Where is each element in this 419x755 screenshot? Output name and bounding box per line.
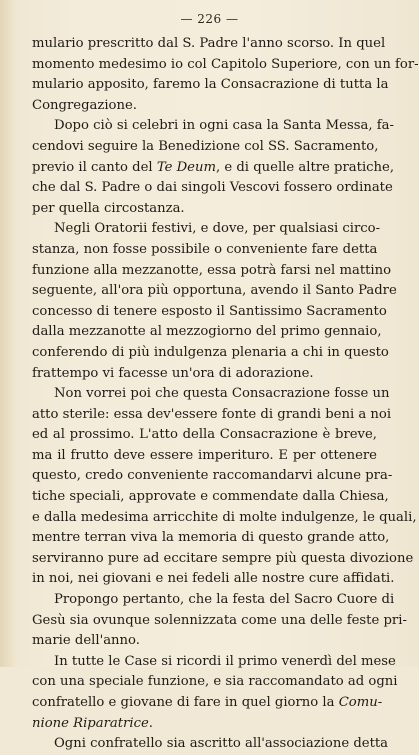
text-line: Gesù sia ovunque solennizzata come una delle feste pri-: [32, 612, 407, 628]
italic-term: Comu-: [338, 695, 383, 710]
italic-term: nione Riparatrice: [32, 715, 149, 731]
text-line: serviranno pure ad eccitare sempre più questa divozione: [32, 550, 414, 566]
paragraph-start-line: Ogni confratello sia ascritto all'associazione detta: [54, 736, 389, 752]
text-line: in noi, nei giovani e nei fedeli alle nostre cure affidati.: [32, 571, 395, 587]
text-segment: .: [148, 715, 153, 731]
text-segment: previo il canto del: [32, 159, 157, 175]
text-line: concesso di tenere esposto il Santissimo Sacramento: [32, 303, 387, 319]
text-line: Congregazione.: [32, 97, 137, 113]
text-line: ma il frutto deve essere imperituro. E per ottenere: [32, 447, 377, 463]
text-line: per quella circostanza.: [32, 200, 185, 216]
paragraph-start-line: Negli Oratorii festivi, e dove, per qualsiasi circo-: [54, 221, 381, 237]
text-line-with-italic: [32, 693, 383, 714]
text-line: momento medesimo io col Capitolo Superiore, con un for-: [32, 56, 419, 72]
paragraph-start-line: Dopo ciò si celebri in ogni casa la Santa Messa, fa-: [54, 118, 394, 134]
text-line: funzione alla mezzanotte, essa potrà farsi nel mattino: [32, 262, 392, 278]
body-text: [32, 34, 419, 755]
text-line: dalla mezzanotte al mezzogiorno del primo gennaio,: [32, 324, 382, 340]
text-line: con una speciale funzione, e sia raccomandato ad ogni: [32, 674, 398, 690]
text-line: e dalla medesima arricchite di molte indulgenze, le quali,: [32, 509, 417, 525]
text-line: questo, credo conveniente raccomandarvi alcune pra-: [32, 468, 393, 484]
page-number: — 226 —: [180, 12, 239, 26]
text-segment: confratello e giovane di fare in quel giorno la: [32, 695, 339, 710]
paragraph-start-line: Propongo pertanto, che la festa del Sacro Cuore di: [54, 592, 395, 608]
text-segment: , e di quelle altre pratiche,: [215, 159, 395, 175]
text-line: ed al prossimo. L'atto della Consacrazione è breve,: [32, 427, 377, 443]
text-line: frattempo vi facesse un'ora di adorazione.: [32, 365, 314, 381]
paragraph-start-line: In tutte le Case si ricordi il primo venerdì del mese: [54, 653, 396, 669]
text-line: mulario prescritto dal S. Padre l'anno scorso. In quel: [32, 36, 386, 51]
text-line: tiche speciali, approvate e commendate dalla Chiesa,: [32, 489, 389, 505]
text-line: seguente, all'ora più opportuna, avendo il Santo Padre: [32, 283, 397, 299]
text-line-with-italic: [32, 714, 377, 735]
text-line: mulario apposito, faremo la Consacrazione di tutta la: [32, 77, 389, 93]
text-line: che dal S. Padre o dai singoli Vescovi fossero ordinate: [32, 180, 393, 196]
text-line: cendovi seguire la Benedizione col SS. Sacramento,: [32, 138, 379, 154]
text-line: conferendo di più indulgenza plenaria a chi in questo: [32, 344, 389, 360]
text-line: marie dell'anno.: [32, 633, 140, 649]
italic-title: Te Deum: [156, 159, 216, 175]
text-line: atto sterile: essa dev'essere fonte di grandi beni a noi: [32, 406, 392, 422]
paragraph-start-line: Non vorrei poi che questa Consacrazione fosse un: [54, 386, 390, 402]
text-line: mentre terran viva la memoria di questo grande atto,: [32, 530, 390, 546]
text-line: stanza, non fosse possibile o conveniente fare detta: [32, 241, 378, 257]
text-line-with-italic: [32, 158, 395, 179]
page-binding-shadow: [0, 0, 16, 667]
